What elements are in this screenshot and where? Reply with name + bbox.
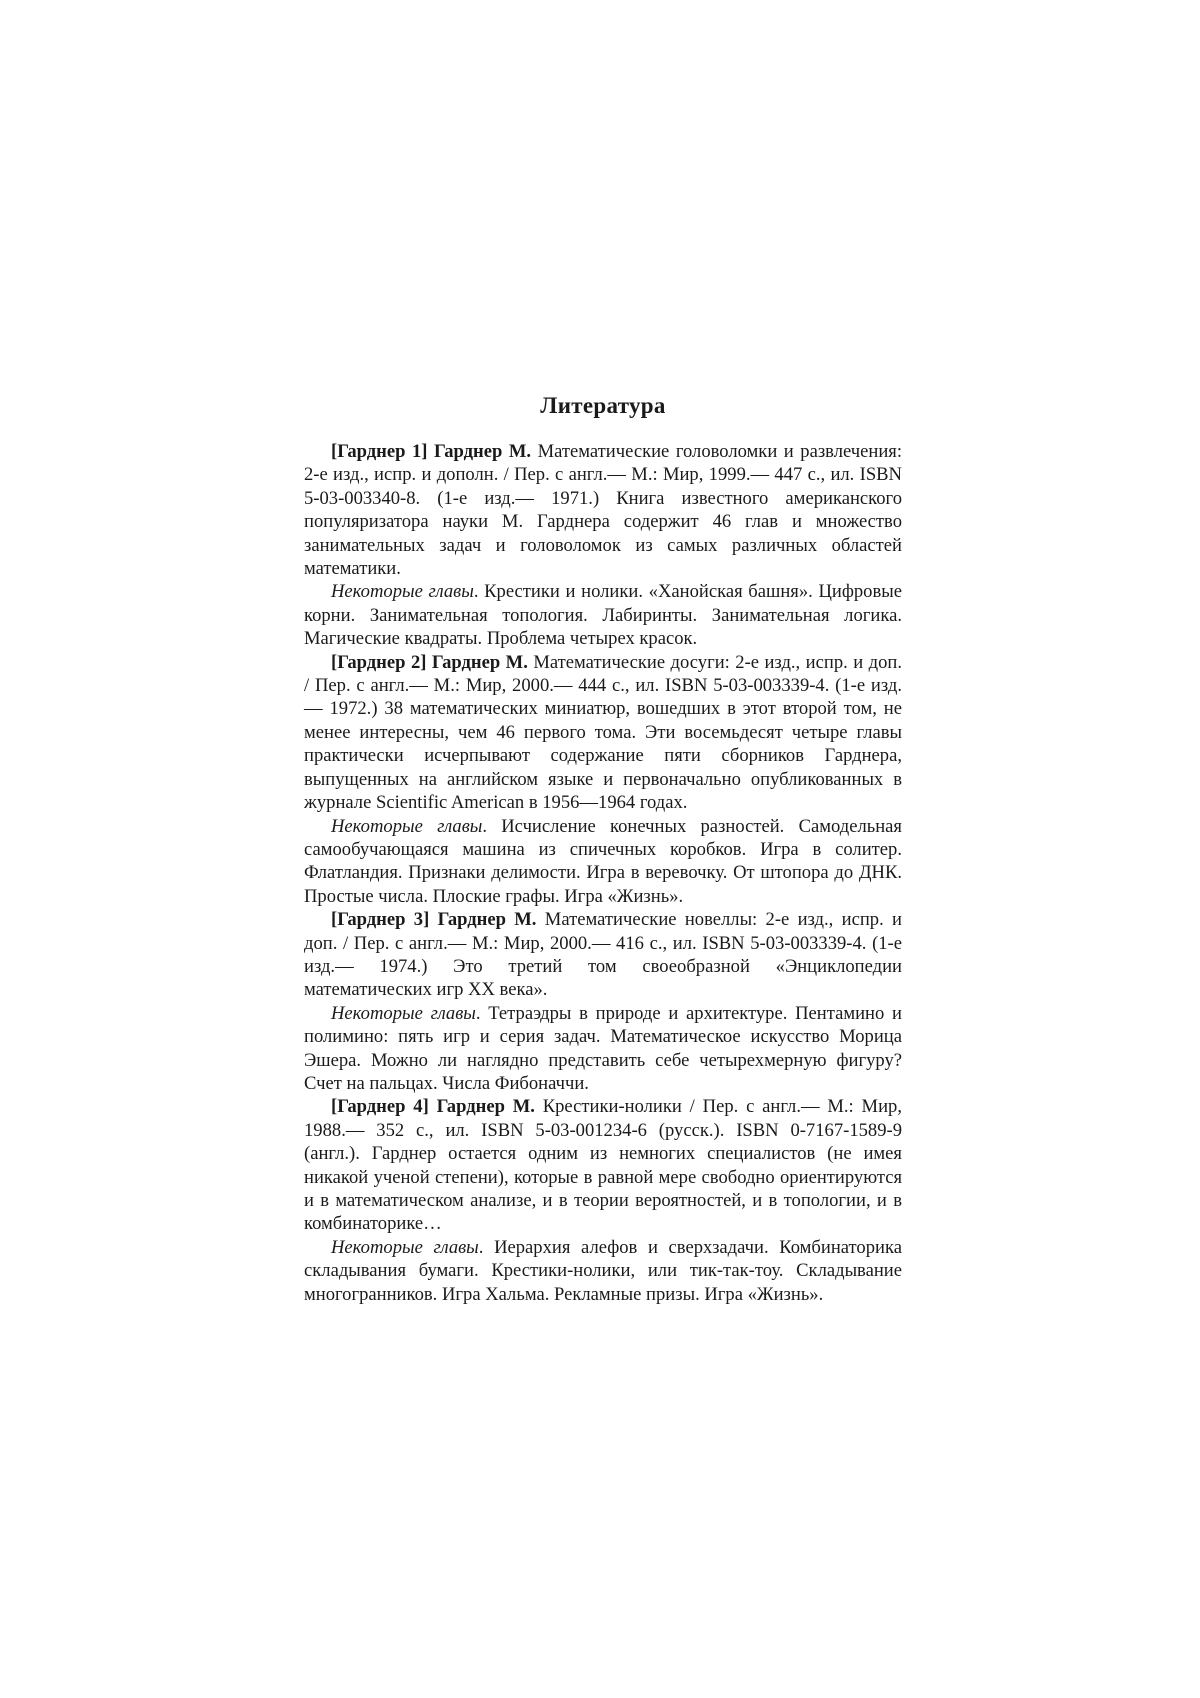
entry-body: Математические головоломки и развлечения: 2-е изд., испр. и дополн. / Пер. с англ.— М.: Мир, 1999.— 447 с., ил. ISBN 5-03-003340-8. (1-е изд.— 1971.) Книга известного американского популяризатора науки М. Гарднера содержит 46 глав и множество занимательных задач и головоломок из самых различных областей математики.: [304, 441, 902, 580]
entry-ref: [Гарднер 1]: [331, 441, 428, 462]
chapters-label: Некоторые главы: [331, 581, 474, 603]
entry-chapters: [304, 580, 902, 650]
entry-author: Гарднер М.: [436, 1096, 535, 1118]
chapters-label: Некоторые главы: [331, 815, 483, 837]
bibliography-entry: [304, 908, 902, 1002]
entry-ref: [Гарднер 4]: [331, 1096, 429, 1118]
page-title: Литература: [540, 393, 666, 418]
entry-ref: [Гарднер 3]: [331, 909, 430, 931]
bibliography-entry: [304, 651, 902, 815]
chapters-label: Некоторые главы: [331, 1002, 476, 1024]
bibliography-entry: [304, 440, 902, 580]
entry-body: Математические новеллы: 2-е изд., испр. и доп. / Пер. с англ.— М.: Мир, 2000.— 416 с., ил. ISBN 5-03-003339-4. (1-е изд.— 1974.) Это третий том своеобразной «Энциклопедии математических игр XX века».: [304, 909, 903, 1001]
chapters-list: . Крестики и нолики. «Ханойская башня». Цифровые корни. Занимательная топология. Лабиринты. Занимательная логика. Магические квадраты. Проблема четырех красок.: [304, 581, 902, 650]
entry-chapters: [304, 1236, 902, 1306]
chapters-label: Некоторые главы: [331, 1236, 479, 1258]
bibliography-section: [304, 392, 902, 1306]
entry-body: Крестики-нолики / Пер. с англ.— М.: Мир, 1988.— 352 с., ил. ISBN 5-03-001234-6 (русск.). ISBN 0-7167-1589-9 (англ.). Гарднер остается одним из немногих специалистов (не имея никакой ученой степени), которые в равной мере свободно ориентируются и в математическом анализе, и в теории вероятностей, и в топологии, и в комбинаторике…: [304, 1096, 902, 1235]
chapters-list: . Исчисление конечных разностей. Самодельная самообучающаяся машина из спичечных коробков. Игра в солитер. Флатландия. Признаки делимости. Игра в веревочку. От штопора до ДНК. Простые числа. Плоские графы. Игра «Жизнь».: [304, 815, 902, 907]
entry-chapters: [304, 1002, 902, 1096]
chapters-list: . Иерархия алефов и сверхзадачи. Комбинаторика складывания бумаги. Крестики-нолики, или тик-так-тоу. Складывание многогранников. Игра Хальма. Рекламные призы. Игра «Жизнь».: [304, 1236, 902, 1305]
entry-author: Гарднер М.: [437, 909, 537, 931]
entry-body: Математические досуги: 2-е изд., испр. и доп. / Пер. с англ.— М.: Мир, 2000.— 444 с., ил. ISBN 5-03-003339-4. (1-е изд.— 1972.) 38 математических миниатюр, вошедших в этот второй том, не менее интересны, чем 46 первого тома. Эти восемьдесят четыре главы практически исчерпывают содержание пяти сборников Гарднера, выпущенных на английском языке и первоначально опубликованных в журнале Scientific American в 1956—1964 годах.: [304, 651, 902, 814]
entry-author: Гарднер М.: [431, 651, 528, 673]
chapters-list: . Тетраэдры в природе и архитектуре. Пентамино и полимино: пять игр и серия задач. Математическое искусство Морица Эшера. Можно ли наглядно представить себе четырехмерную фигуру? Счет на пальцах. Числа Фибоначчи.: [304, 1002, 902, 1094]
entry-author: Гарднер М.: [434, 441, 532, 462]
entry-ref: [Гарднер 2]: [331, 651, 427, 673]
bibliography-entry: [304, 1095, 902, 1235]
entry-chapters: [304, 815, 902, 909]
